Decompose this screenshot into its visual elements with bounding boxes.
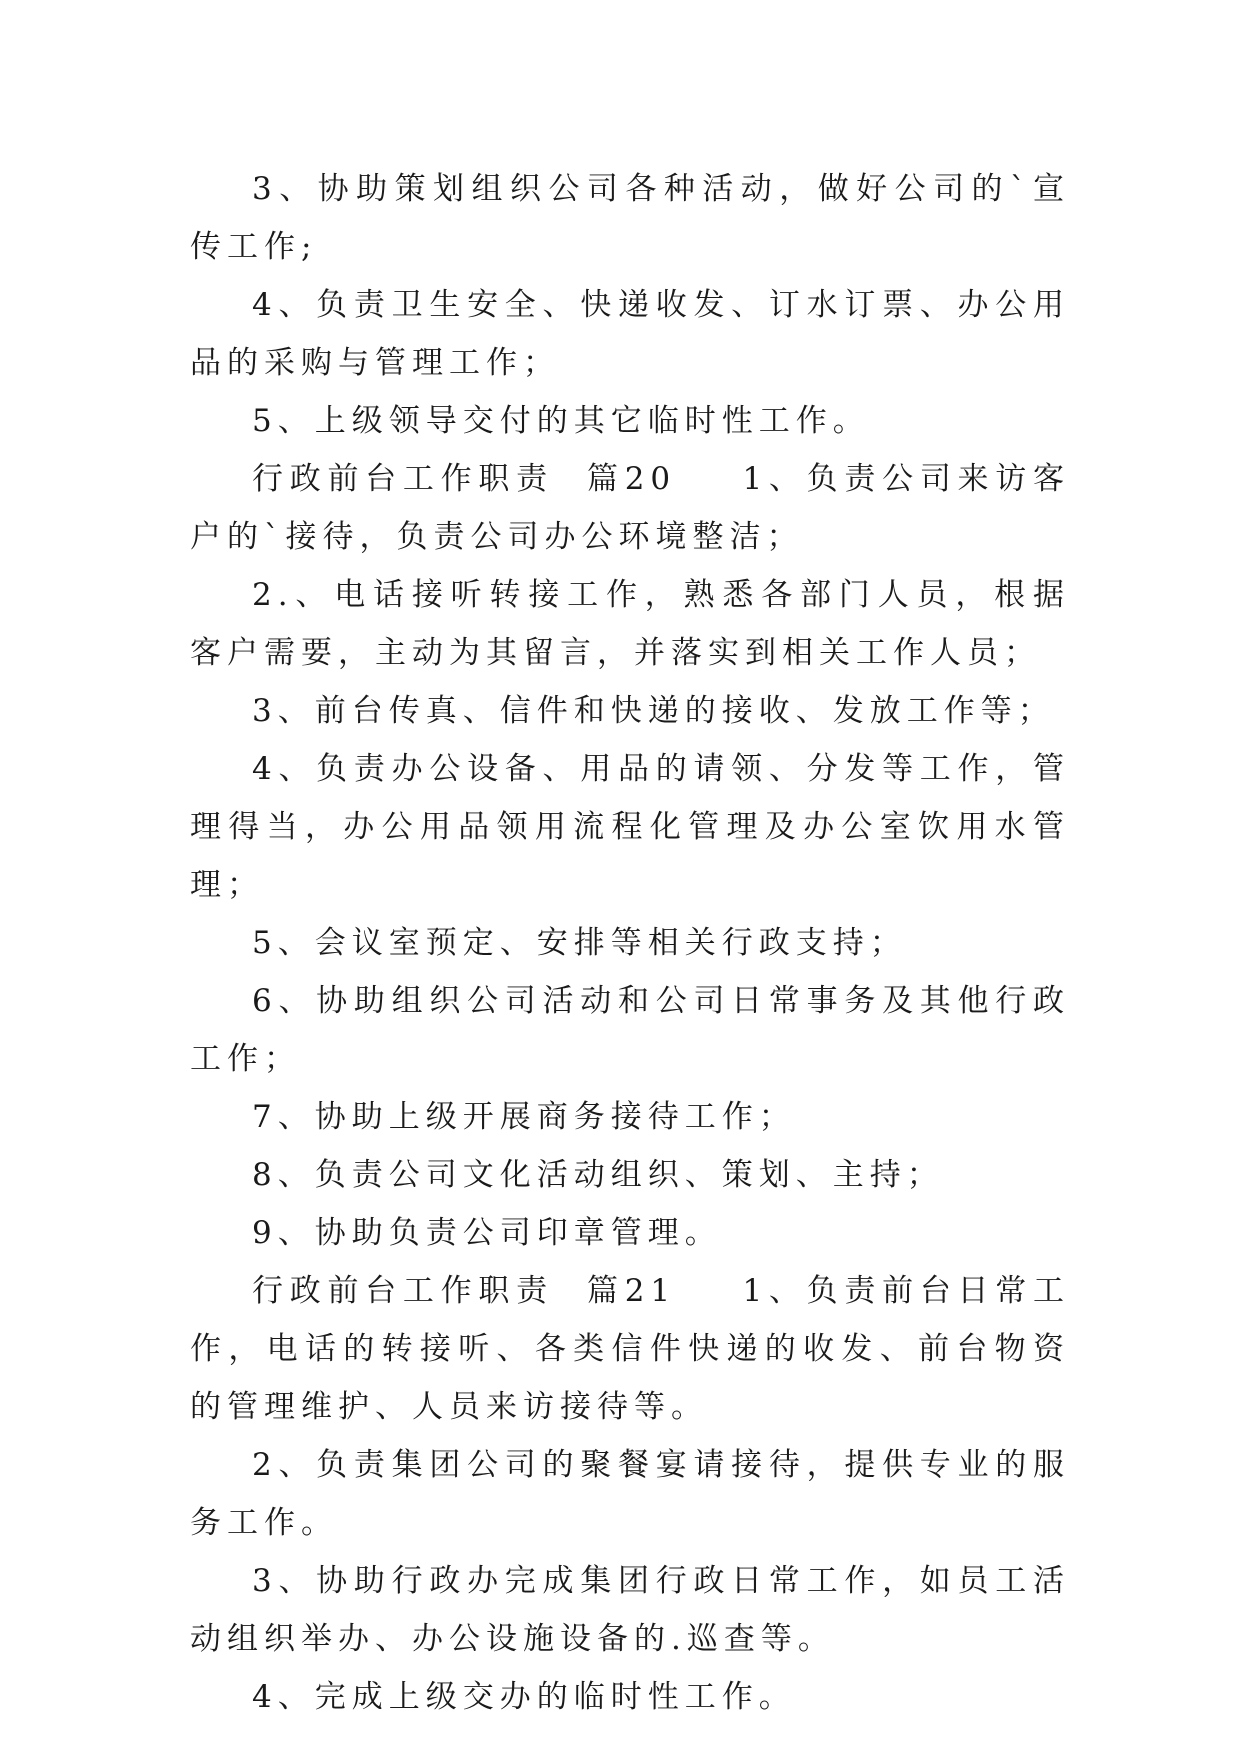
paragraph: 4、完成上级交办的临时性工作。 [252, 1679, 796, 1715]
paragraph: 3、协助行政办完成集团行政日常工作，如员工活动组织举办、办公设施设备的.巡查等。 [190, 1563, 1070, 1657]
paragraph: 2.、电话接听转接工作，熟悉各部门人员，根据客户需要，主动为其留言，并落实到相关工作人员； [190, 577, 1070, 671]
paragraph: 4、负责卫生安全、快递收发、订水订票、办公用品的采购与管理工作； [190, 287, 1070, 381]
paragraph: 4、负责办公设备、用品的请领、分发等工作，管理得当，办公用品领用流程化管理及办公室饮用水管理； [190, 751, 1070, 903]
section-heading-paragraph: 行政前台工作职责 篇21 1、负责前台日常工作，电话的转接听、各类信件快递的收发、前台物资的管理维护、人员来访接待等。 [190, 1273, 1070, 1425]
paragraph: 5、上级领导交付的其它临时性工作。 [252, 403, 870, 439]
paragraph: 7、协助上级开展商务接待工作； [252, 1099, 796, 1135]
paragraph: 9、协助负责公司印章管理。 [252, 1215, 722, 1251]
paragraph: 6、协助组织公司活动和公司日常事务及其他行政工作； [190, 983, 1070, 1077]
paragraph: 5、会议室预定、安排等相关行政支持； [252, 925, 907, 961]
paragraph: 2、负责集团公司的聚餐宴请接待，提供专业的服务工作。 [190, 1447, 1070, 1541]
paragraph: 3、协助策划组织公司各种活动，做好公司的`宣传工作; [190, 171, 1070, 265]
section-heading-paragraph: 行政前台工作职责 篇20 1、负责公司来访客户的`接待，负责公司办公环境整洁； [190, 461, 1070, 555]
document-body [190, 160, 1070, 1726]
paragraph: 8、负责公司文化活动组织、策划、主持； [252, 1157, 944, 1193]
paragraph: 3、前台传真、信件和快递的接收、发放工作等； [252, 693, 1055, 729]
